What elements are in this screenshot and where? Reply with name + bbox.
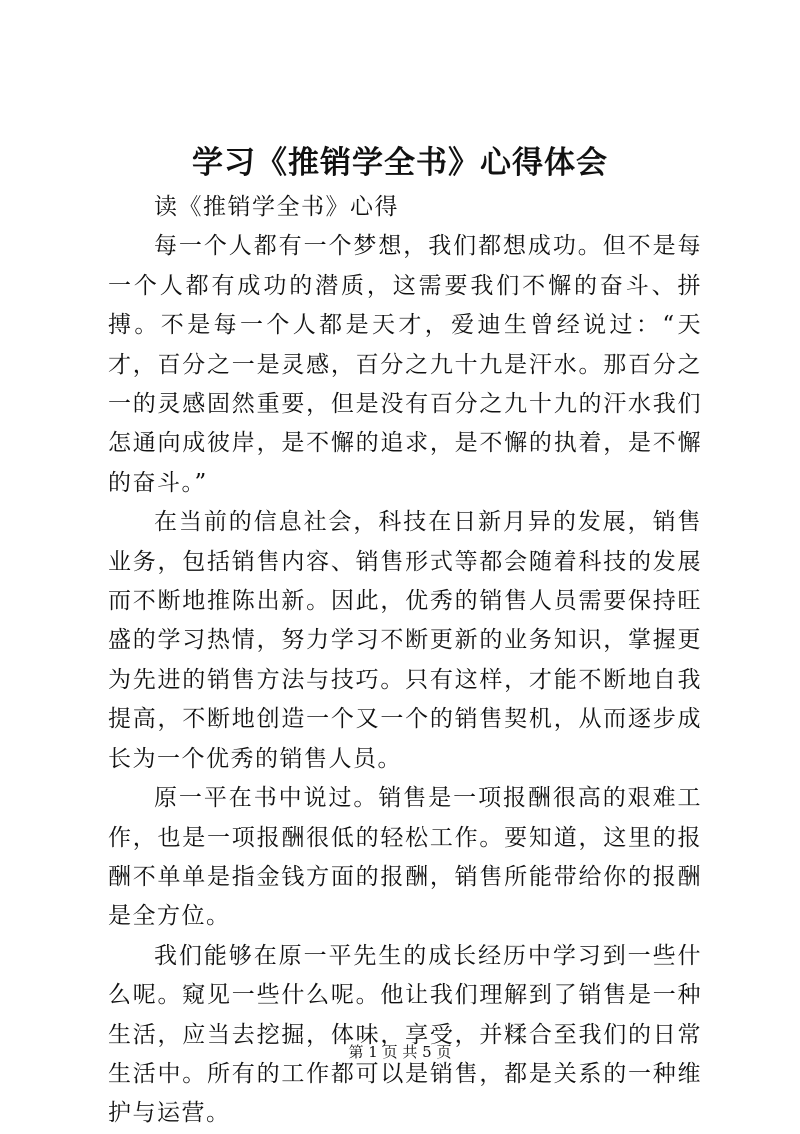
page-number-footer: 第 1 页 共 5 页: [348, 1043, 452, 1061]
paragraph-subtitle: 读《推销学全书》心得: [154, 194, 399, 220]
paragraph: 每一个人都有一个梦想，我们都想成功。但不是每一个人都有成功的潜质，这需要我们不懈的奋斗、拼搏。不是每一个人都是天才，爱迪生曾经说过：“天才，百分之一是灵感，百分之九十九是汗水。那百分之一的灵感固然重要，但是没有百分之九十九的汗水我们怎通向成彼岸，是不懈的追求，是不懈的执着，是不懈的奋斗。”: [108, 233, 702, 496]
paragraph: 我们能够在原一平先生的成长经历中学习到一些什么呢。窥见一些什么呢。他让我们理解到了销售是一种生活，应当去挖掘，体味，享受，并糅合至我们的日常生活中。所有的工作都可以是销售，都是关系的一种维护与运营。: [108, 942, 702, 1127]
paragraph: 原一平在书中说过。销售是一项报酬很高的艰难工作，也是一项报酬很低的轻松工作。要知道，这里的报酬不单单是指金钱方面的报酬，销售所能带给你的报酬是全方位。: [108, 785, 702, 930]
document-title: 学习《推销学全书》心得体会: [192, 145, 608, 181]
paragraph: 在当前的信息社会，科技在日新月异的发展，销售业务，包括销售内容、销售形式等都会随着科技的发展而不断地推陈出新。因此，优秀的销售人员需要保持旺盛的学习热情，努力学习不断更新的业务知识，掌握更为先进的销售方法与技巧。只有这样，才能不断地自我提高，不断地创造一个又一个的销售契机，从而逐步成长为一个优秀的销售人员。: [108, 509, 702, 772]
document-body: [108, 188, 702, 1134]
